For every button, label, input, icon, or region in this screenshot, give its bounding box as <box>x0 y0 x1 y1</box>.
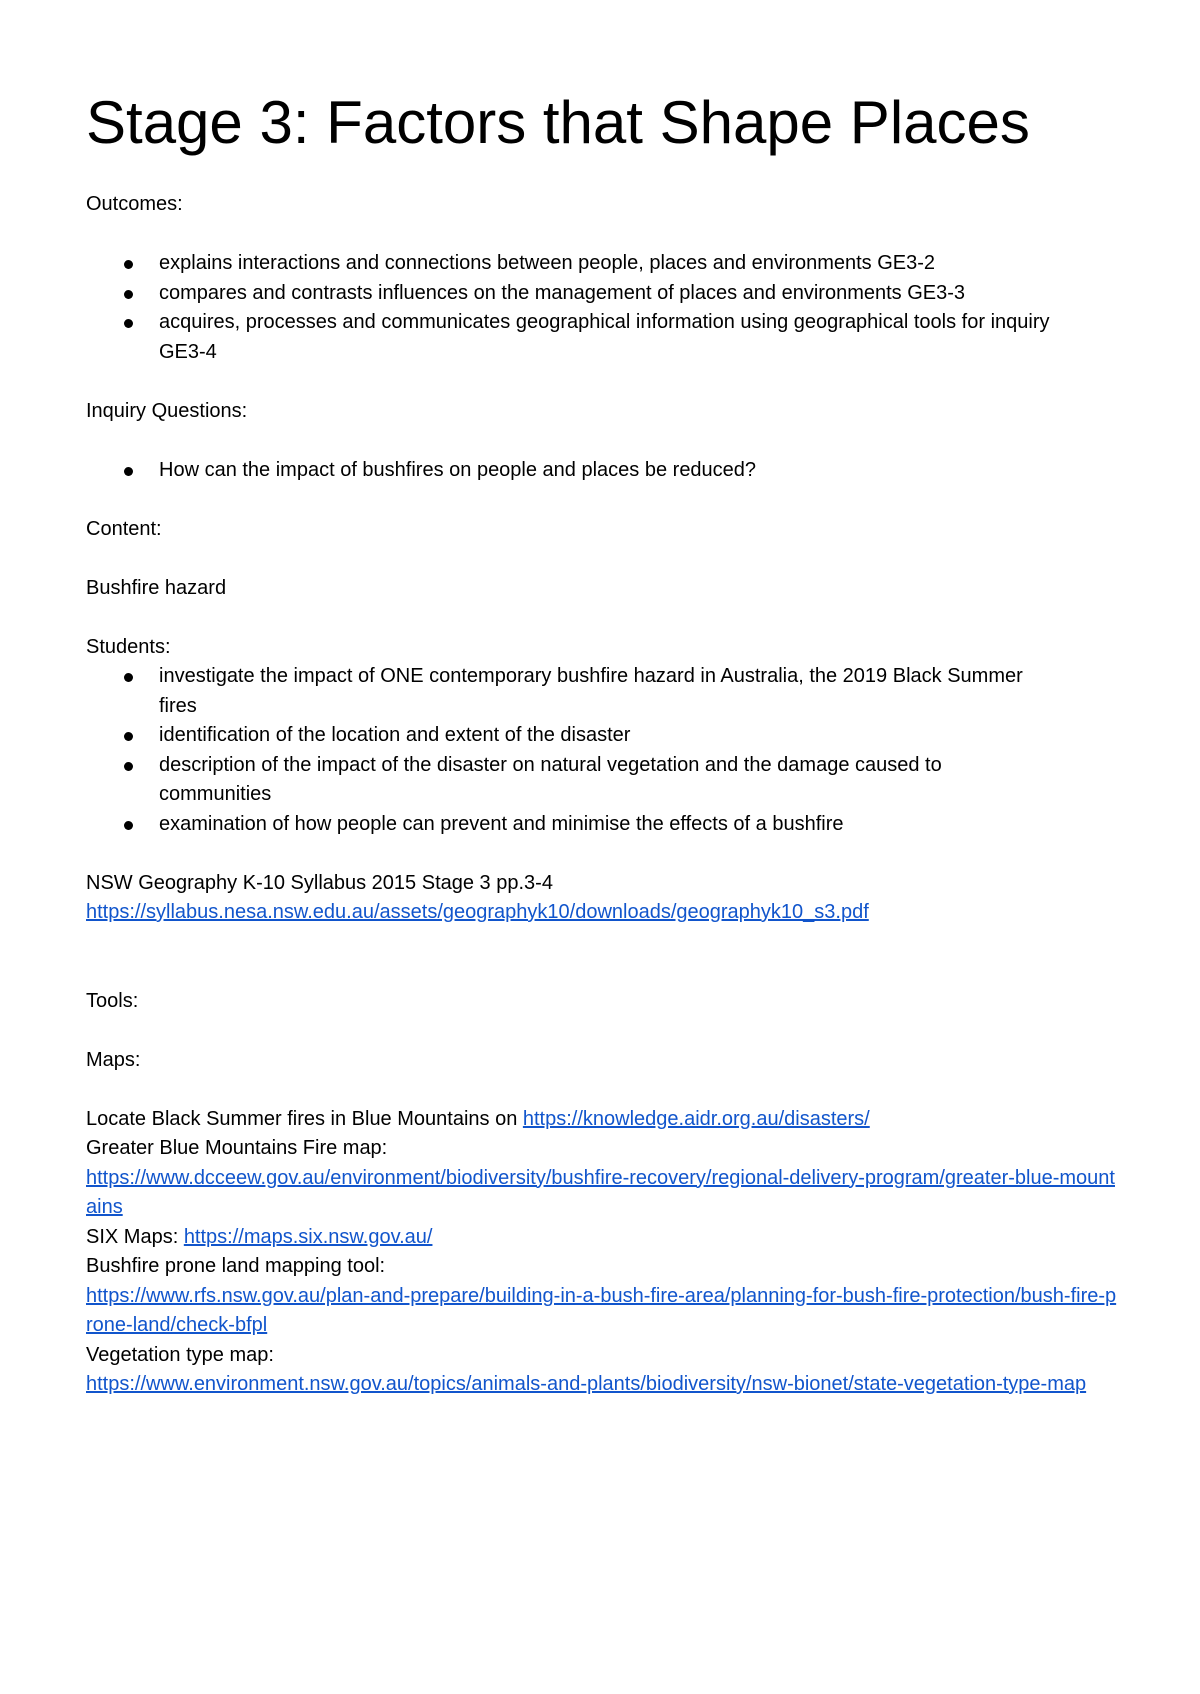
greater-blue-mountains-link[interactable]: https://www.dcceew.gov.au/environment/biodiversity/bushfire-recovery/regional-delivery-program/greater-blue-mountains <box>86 1166 1115 1218</box>
outcomes-heading: Outcomes: <box>86 193 183 215</box>
greater-blue-label: Greater Blue Mountains Fire map: <box>86 1137 388 1159</box>
bushfire-prone-link[interactable]: https://www.rfs.nsw.gov.au/plan-and-prepare/building-in-a-bush-fire-area/planning-for-bush-fire-protection/bush-fire-prone-land/check-bfpl <box>86 1284 1117 1336</box>
locate-line <box>86 1105 1120 1135</box>
bullet-icon <box>124 673 133 682</box>
students-label: Students: <box>86 635 171 658</box>
content-heading: Content: <box>86 517 162 540</box>
locate-text: Locate Black Summer fires in Blue Mountains on <box>86 1107 523 1130</box>
inquiry-heading: Inquiry Questions: <box>86 399 248 422</box>
bullet-icon <box>124 467 133 476</box>
syllabus-reference: NSW Geography K-10 Syllabus 2015 Stage 3 pp.3-4 <box>86 871 553 894</box>
bushfire-prone-label: Bushfire prone land mapping tool: <box>86 1255 386 1277</box>
vegetation-label: Vegetation type map: <box>86 1343 274 1366</box>
students-list <box>86 662 1120 839</box>
list-item: examination of how people can prevent and minimise the effects of a bushfire <box>86 810 1120 840</box>
list-item: identification of the location and extent of the disaster <box>86 721 1120 751</box>
bullet-icon <box>124 319 133 328</box>
vegetation-map-link[interactable]: https://www.environment.nsw.gov.au/topics/animals-and-plants/biodiversity/nsw-bionet/state-vegetation-type-map <box>86 1373 1087 1395</box>
tools-heading: Tools: <box>86 989 139 1012</box>
list-item: investigate the impact of ONE contemporary bushfire hazard in Australia, the 2019 Black Summer fires <box>86 662 1059 721</box>
bullet-icon <box>124 260 133 269</box>
bullet-icon <box>124 290 133 299</box>
syllabus-link[interactable]: https://syllabus.nesa.nsw.edu.au/assets/geographyk10/downloads/geographyk10_s3.pdf <box>86 901 869 923</box>
outcomes-list <box>86 249 1120 367</box>
bullet-icon <box>124 762 133 771</box>
bullet-icon <box>124 732 133 741</box>
content-topic: Bushfire hazard <box>86 576 227 599</box>
list-item: explains interactions and connections between people, places and environments GE3-2 <box>86 249 1120 279</box>
list-item: How can the impact of bushfires on people and places be reduced? <box>86 456 1120 486</box>
six-maps-line <box>86 1223 1120 1253</box>
list-item: description of the impact of the disaster on natural vegetation and the damage caused to communities <box>86 751 1059 810</box>
aidr-disasters-link[interactable]: https://knowledge.aidr.org.au/disasters/ <box>522 1107 870 1130</box>
list-item: compares and contrasts influences on the management of places and environments GE3-3 <box>86 279 1120 309</box>
bullet-icon <box>124 821 133 830</box>
list-item: acquires, processes and communicates geographical information using geographical tools for inquiry GE3-4 <box>86 308 1059 367</box>
maps-heading: Maps: <box>86 1048 141 1071</box>
six-maps-label: SIX Maps: <box>86 1225 184 1248</box>
inquiry-list <box>86 456 1120 486</box>
page-title: Stage 3: Factors that Shape Places <box>86 89 1030 156</box>
six-maps-link[interactable]: https://maps.six.nsw.gov.au/ <box>183 1225 433 1248</box>
